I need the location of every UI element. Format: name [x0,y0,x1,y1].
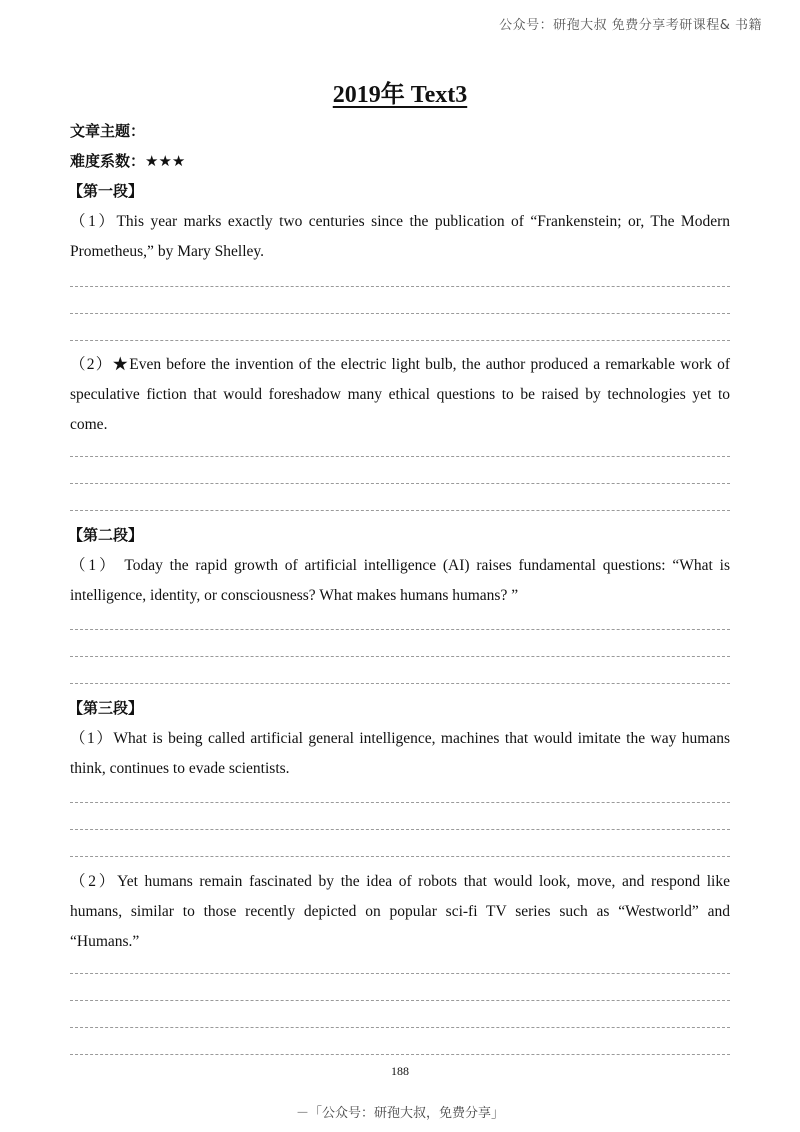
page-title: 2019年 Text3 [332,82,468,108]
answer-line [70,856,730,857]
answer-line [70,1054,730,1055]
answer-line [70,629,730,630]
sentence-2-1: （1） Today the rapid growth of artificial intelligence (AI) raises fundamental questions: “What is intelligence, identity, or consciousness? What makes humans humans? ” [70,557,730,604]
page-title-container [0,74,800,109]
answer-line [70,656,730,657]
answer-line [70,683,730,684]
footer-watermark: －「公众号：研孢大叔，免费分享」 [295,1106,504,1121]
header-watermark: 公众号：研孢大叔 免费分享考研课程& 书籍 [499,18,762,33]
sentence-3-2: （2）Yet humans remain fascinated by the idea of robots that would look, move, and respond like humans, similar to those recently depicted on popular sci-fi TV series such as “Westworld” and “Humans.” [70,873,730,950]
answer-line [70,483,730,484]
answer-line [70,313,730,314]
answer-line [70,973,730,974]
sentence-3-1: （1）What is being called artificial general intelligence, machines that would imitate the way humans think, continues to evade scientists. [70,730,730,777]
answer-line [70,1027,730,1028]
answer-line [70,286,730,287]
sentence-1-1: （1）This year marks exactly two centuries since the publication of “Frankenstein; or, The Modern Prometheus,” by Mary Shelley. [70,213,730,260]
sentence-1-2: （2）★Even before the invention of the electric light bulb, the author produced a remarkable work of speculative fiction that would foreshadow many ethical questions to be raised by technologies yet to come. [70,356,730,433]
answer-line [70,340,730,341]
section-heading-1: 【第一段】 [68,182,144,200]
answer-line [70,829,730,830]
answer-line [70,1000,730,1001]
answer-line [70,802,730,803]
page-number: 188 [391,1064,409,1078]
theme-label: 文章主题： [70,122,146,140]
difficulty-label: 难度系数：★★★ [70,152,186,170]
answer-line [70,456,730,457]
section-heading-2: 【第二段】 [68,526,144,544]
answer-line [70,510,730,511]
section-heading-3: 【第三段】 [68,699,144,717]
